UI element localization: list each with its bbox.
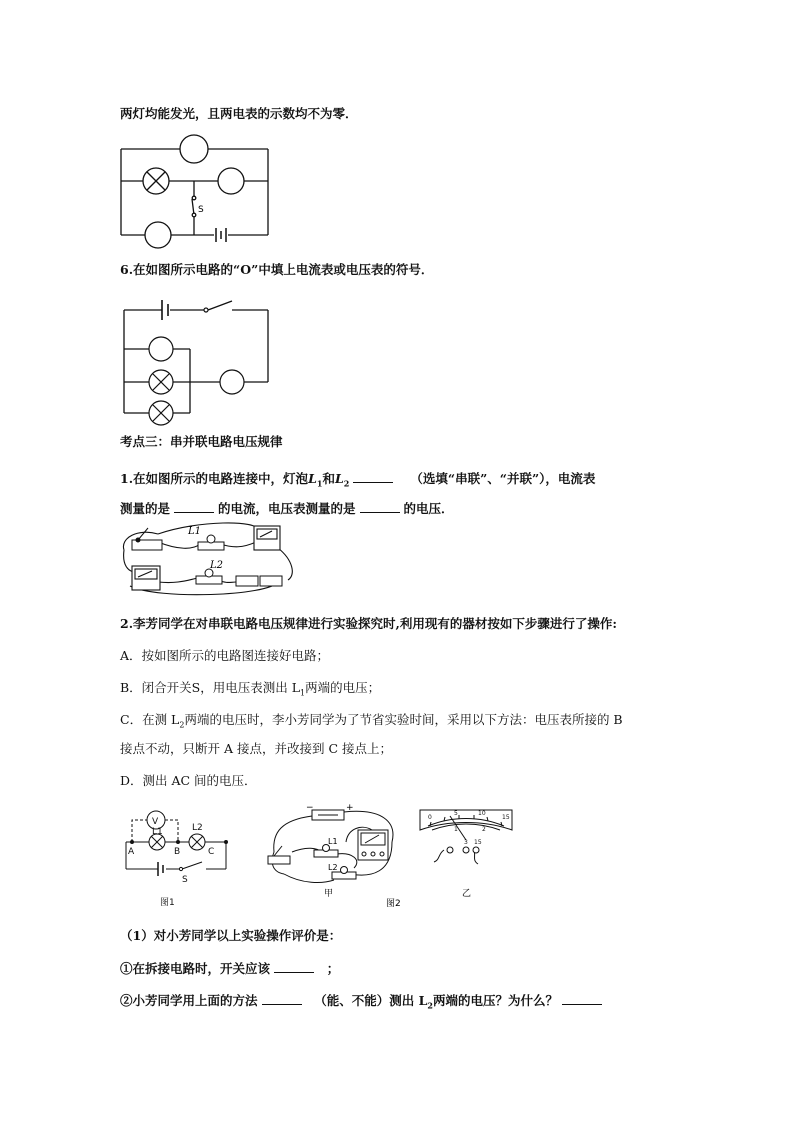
switch-label: S: [182, 875, 188, 885]
p2-step-c2: 接点不动，只断开 A 接点，并改接到 C 接点上；: [120, 741, 392, 756]
point-b-label: B: [174, 847, 181, 857]
battery-icon: [312, 810, 344, 820]
q6-text: 6.在如图所示电路的“O”中填上电流表或电压表的符号．: [120, 262, 434, 277]
tick-2-label: 2: [482, 826, 486, 833]
q5-circuit-figure: [118, 132, 273, 250]
p2-step-c1: [120, 712, 623, 734]
l1-label: L1: [328, 837, 338, 846]
tick-0-label: 0: [428, 814, 432, 821]
q1-heading: （1）对小芳同学以上实验操作评价是：: [120, 928, 342, 943]
l2-label: L2: [328, 863, 338, 872]
l1-symbol: L: [308, 471, 317, 486]
item1-text-a: ①在拆接电路时，开关应该: [120, 961, 271, 976]
l2-symbol: L: [334, 471, 344, 486]
l2-subscript: 2: [343, 478, 350, 489]
tick-10-label: 10: [478, 810, 486, 817]
step-b-text-b: 两端的电压；: [305, 680, 381, 695]
p1-line1: [120, 470, 595, 492]
l2-label: L2: [192, 823, 203, 833]
p1-line2-text-a: 测量的是: [120, 501, 171, 516]
l1-label: L1: [188, 526, 202, 537]
meter-icon: [132, 566, 160, 590]
l1-subscript: 1: [316, 478, 323, 489]
p1-line1-text-a: 1.在如图所示的电路连接中，灯泡: [120, 471, 309, 486]
battery-icon: [236, 576, 282, 586]
battery-icon: [158, 862, 163, 876]
yi-label: 乙: [462, 889, 472, 899]
point-a-label: A: [128, 847, 135, 857]
tick-1-label: 1: [454, 826, 458, 833]
figure-2-caption: 图2: [386, 899, 401, 909]
voltmeter-label: V: [152, 817, 159, 827]
p1-line2: [120, 500, 454, 517]
step-b-text-a: B．闭合开关S，用电压表测出 L: [120, 680, 301, 695]
figure-1-circuit: [118, 798, 233, 913]
l1-label: L1: [152, 827, 163, 837]
switch-label: S: [198, 205, 204, 215]
switch-icon: [132, 528, 162, 550]
step-c-text-b: 两端的电压时，李小芳同学为了节省实验时间，采用以下方法：电压表所接的 B: [184, 712, 623, 727]
battery-icon: [216, 228, 226, 242]
q6-circuit-figure: [120, 292, 275, 427]
point-c-label: C: [208, 847, 215, 857]
lamp-l1-icon: [314, 845, 338, 858]
l2-label: L2: [210, 560, 224, 571]
q1-item-1: [120, 960, 339, 977]
section-title: 考点三：串并联电路电压规律: [120, 434, 283, 449]
meter-icon: [254, 526, 280, 550]
p2-step-b: [120, 680, 380, 702]
p1-line2-text-b: 的电流，电压表测量的是: [218, 501, 356, 516]
switch-icon: [268, 846, 290, 864]
p1-line1-text-b: （选填“串联”、“并联”），电流表: [410, 471, 596, 486]
q5-tail-text: 两灯均能发光，且两电表的示数均不为零．: [120, 106, 358, 121]
plus-label: +: [346, 803, 354, 813]
p2-intro: 2.李芳同学在对串联电路电压规律进行实验探究时,利用现有的器材按如下步骤进行了操作:: [120, 616, 618, 631]
lamp-l2-icon: [196, 569, 222, 584]
answer-blank[interactable]: [262, 992, 302, 1005]
p2-step-a: A．按如图所示的电路图连接好电路；: [120, 648, 330, 663]
answer-blank[interactable]: [274, 960, 314, 973]
p1-and: 和: [322, 471, 335, 486]
item2-text-b: （能、不能）测出 L: [314, 993, 428, 1008]
step-b-subscript: 1: [300, 688, 306, 698]
item2-subscript: 2: [427, 1000, 433, 1011]
item2-text-c: 两端的电压？为什么？: [432, 993, 558, 1008]
minus-label: −: [306, 803, 314, 813]
lamp-l1-icon: [198, 535, 224, 550]
answer-blank[interactable]: [353, 470, 393, 483]
p1-line2-text-c: 的电压．: [403, 501, 454, 516]
item2-text-a: ②小芳同学用上面的方法: [120, 993, 258, 1008]
terminal-icon: [447, 847, 479, 853]
q1-item-2: [120, 992, 606, 1014]
answer-blank[interactable]: [360, 500, 400, 513]
answer-blank[interactable]: [562, 992, 602, 1005]
battery-icon: [162, 300, 168, 320]
jia-label: 甲: [324, 889, 334, 899]
p1-equipment-figure: [118, 520, 298, 602]
terminal-15-label: 15: [474, 839, 482, 846]
p2-step-d: D．测出 AC 间的电压．: [120, 773, 257, 788]
figure-2-setup: [262, 802, 402, 912]
answer-blank[interactable]: [174, 500, 214, 513]
figure-1-caption: 图1: [160, 898, 175, 908]
figure-2-meter-dial: [414, 804, 518, 904]
step-c-subscript: 2: [179, 720, 185, 730]
tick-15-label: 15: [502, 814, 510, 821]
tick-5-label: 5: [454, 810, 458, 817]
step-c-text-a: C．在测 L: [120, 712, 180, 727]
terminal-3-label: 3: [464, 839, 468, 846]
voltmeter-icon: [358, 830, 388, 860]
item1-text-b: ；: [326, 961, 340, 976]
